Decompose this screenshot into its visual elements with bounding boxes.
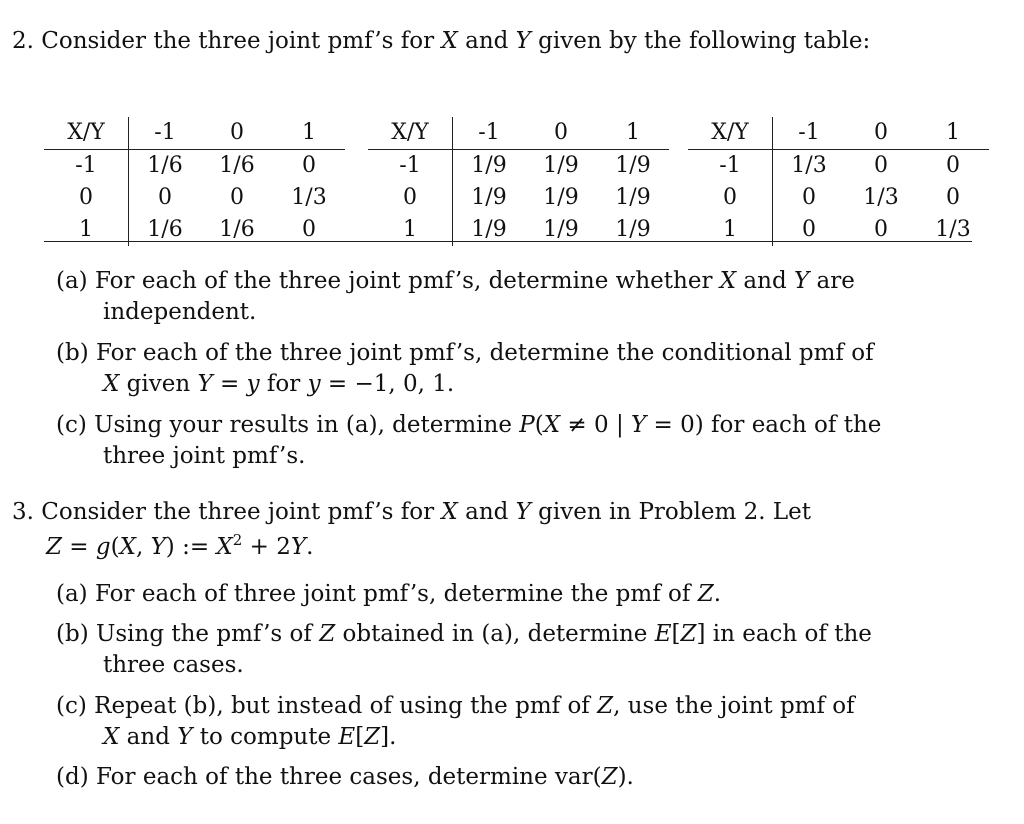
problem-2a-label: (a)	[56, 268, 88, 294]
table-corner-label: X/Y	[368, 117, 453, 150]
table-cell: 0	[302, 153, 316, 178]
table-row	[44, 182, 345, 214]
problem-2a: (a) For each of the three joint pmf’s, determine whether X and Y are	[56, 268, 855, 294]
table-cell: 0	[158, 185, 172, 210]
table-column-header: -1	[453, 117, 526, 150]
table-cell: 0	[302, 217, 316, 242]
table-cell: 0	[230, 185, 244, 210]
table-cell: 1/9	[471, 217, 507, 242]
table-cell: 1/3	[863, 185, 899, 210]
problem-2a-line2: independent.	[103, 299, 257, 325]
table-column-header: 1	[597, 117, 669, 150]
table-cell: 1/9	[543, 217, 579, 242]
problem-2-intro: 2. Consider the three joint pmf’s for X and Y given by the following table:	[12, 28, 871, 54]
table-header-row	[368, 117, 669, 150]
problem-3a: (a) For each of three joint pmf’s, determine the pmf of Z.	[56, 581, 721, 607]
joint-pmf-table-1	[44, 117, 345, 246]
table-cell: 1/9	[471, 153, 507, 178]
problem-2c: (c) Using your results in (a), determine P(X ≠ 0 | Y = 0) for each of the	[56, 412, 882, 438]
table-cell: 0	[802, 185, 816, 210]
table-column-header: 1	[917, 117, 989, 150]
problem-3b-label: (b)	[56, 621, 89, 647]
problem-3d-label: (d)	[56, 764, 89, 790]
table-bottom-rule	[44, 241, 972, 242]
problem-2c-label: (c)	[56, 412, 87, 438]
table-column-header: 0	[201, 117, 273, 150]
table-row-label: -1	[368, 150, 453, 183]
table-column-header: 0	[525, 117, 597, 150]
table-cell: 0	[946, 153, 960, 178]
table-cell: 0	[802, 217, 816, 242]
problem-2b-line2: X given Y = y for y = −1, 0, 1.	[103, 371, 455, 397]
problem-3b-line2: three cases.	[103, 652, 244, 678]
table-row	[688, 182, 989, 214]
table-cell: 1/3	[935, 217, 971, 242]
table-column-header: 0	[845, 117, 917, 150]
problem-3c-line2: X and Y to compute E[Z].	[103, 724, 397, 750]
table-cell: 0	[874, 217, 888, 242]
table-column-header: -1	[773, 117, 846, 150]
table-column-header: -1	[129, 117, 202, 150]
table-cell: 1/6	[147, 217, 183, 242]
table-cell: 1/3	[291, 185, 327, 210]
table-row-label: 1	[44, 214, 129, 246]
table-cell: 1/6	[147, 153, 183, 178]
table-cell: 1/9	[615, 185, 651, 210]
table-cell: 1/9	[615, 217, 651, 242]
problem-3c: (c) Repeat (b), but instead of using the pmf of Z, use the joint pmf of	[56, 693, 855, 719]
table-header-row	[44, 117, 345, 150]
table-cell: 1/9	[543, 185, 579, 210]
problem-3-definition: Z = g(X, Y) := $X^2 + 2Y$.	[46, 531, 314, 560]
table-column-header: 1	[273, 117, 345, 150]
table-row-label: -1	[688, 150, 773, 183]
table-cell: 1/9	[471, 185, 507, 210]
table-row	[688, 150, 989, 183]
table-row	[368, 182, 669, 214]
table-row-label: 0	[44, 182, 129, 214]
problem-2c-line2: three joint pmf’s.	[103, 443, 306, 469]
table-corner-label: X/Y	[688, 117, 773, 150]
table-cell: 1/9	[543, 153, 579, 178]
table-row-label: 1	[368, 214, 453, 246]
table-row	[368, 150, 669, 183]
problem-2-number: 2.	[12, 28, 34, 54]
table-cell: 1/6	[219, 153, 255, 178]
table-row-label: 0	[368, 182, 453, 214]
table-cell: 1/3	[791, 153, 827, 178]
table-cell: 0	[946, 185, 960, 210]
problem-3a-label: (a)	[56, 581, 88, 607]
table-corner-label: X/Y	[44, 117, 129, 150]
table-header-row	[688, 117, 989, 150]
table-cell: 1/6	[219, 217, 255, 242]
joint-pmf-table-3	[688, 117, 989, 246]
problem-2b: (b) For each of the three joint pmf’s, determine the conditional pmf of	[56, 340, 874, 366]
joint-pmf-table-2	[368, 117, 669, 246]
problem-3c-label: (c)	[56, 693, 87, 719]
table-row-label: 1	[688, 214, 773, 246]
table-cell: 1/9	[615, 153, 651, 178]
problem-3d: (d) For each of the three cases, determine var(Z).	[56, 764, 634, 790]
table-cell: 0	[874, 153, 888, 178]
table-row-label: -1	[44, 150, 129, 183]
problem-2b-label: (b)	[56, 340, 89, 366]
problem-3-number: 3.	[12, 499, 34, 525]
table-row-label: 0	[688, 182, 773, 214]
problem-3b: (b) Using the pmf’s of Z obtained in (a), determine E[Z] in each of the	[56, 621, 872, 647]
table-row	[44, 150, 345, 183]
problem-3-intro: 3. Consider the three joint pmf’s for X and Y given in Problem 2. Let	[12, 499, 811, 525]
